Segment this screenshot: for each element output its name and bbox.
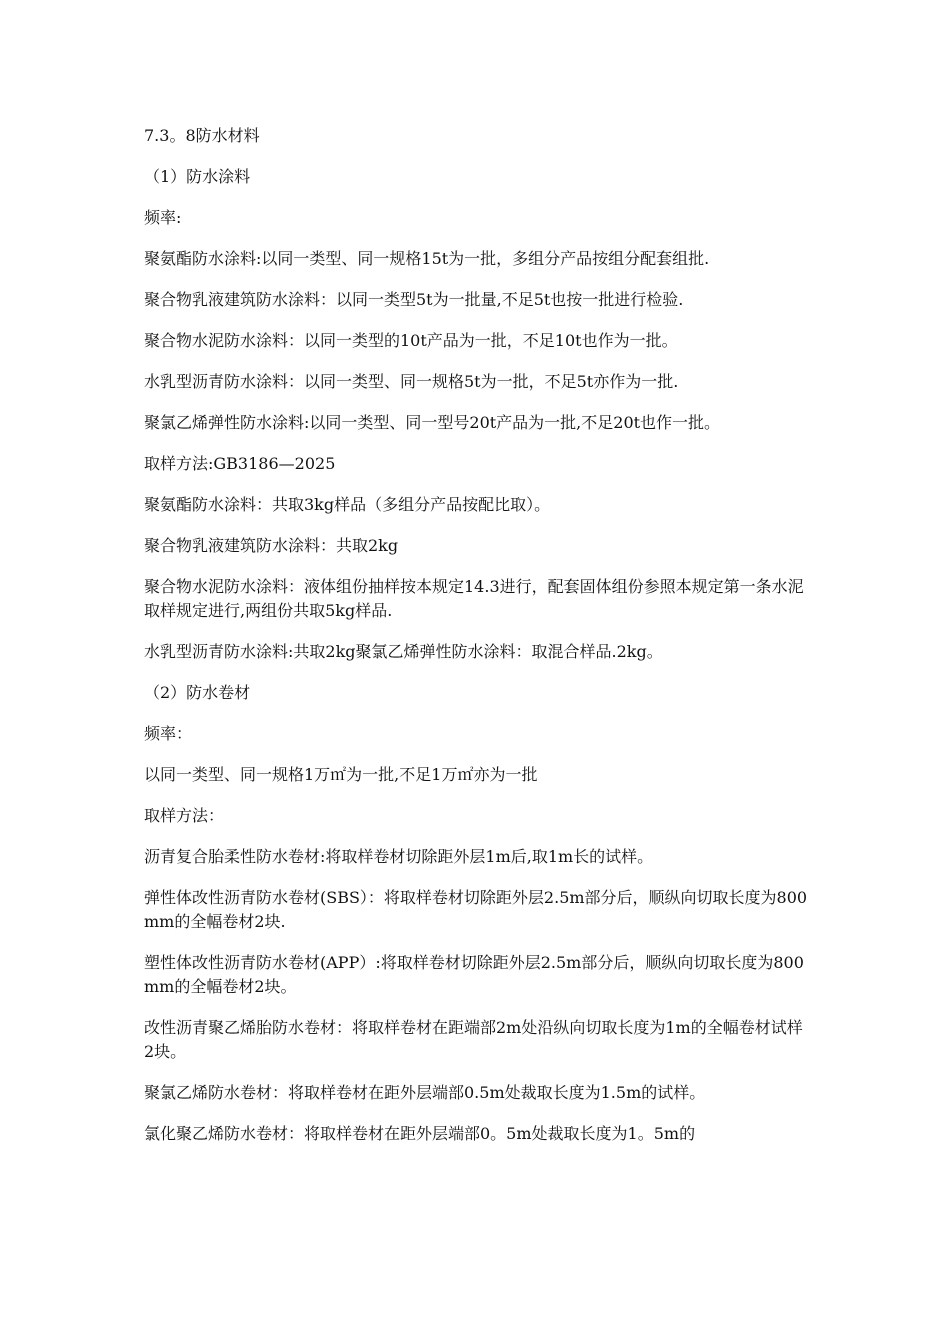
paragraph: 聚氯乙烯弹性防水涂料:以同一类型、同一型号20t产品为一批,不足20t也作一批。 [144, 413, 721, 432]
subsection-heading: （2）防水卷材 [144, 683, 251, 702]
paragraph: 聚合物水泥防水涂料：液体组份抽样按本规定14.3进行，配套固体组份参照本规定第一条水泥取样规定进行,两组份共取5kg样品. [144, 577, 804, 620]
paragraph: 聚氨酯防水涂料：共取3kg样品（多组分产品按配比取）。 [144, 495, 551, 514]
paragraph: 氯化聚乙烯防水卷材：将取样卷材在距外层端部0。5m处裁取长度为1。5m的 [144, 1124, 696, 1143]
paragraph: 沥青复合胎柔性防水卷材:将取样卷材切除距外层1m后,取1m长的试样。 [144, 847, 654, 866]
paragraph: 频率: [144, 208, 182, 227]
section-heading: 7.3。8防水材料 [144, 126, 260, 145]
subsection-heading: （1）防水涂料 [144, 167, 251, 186]
paragraph: 弹性体改性沥青防水卷材(SBS）：将取样卷材切除距外层2.5m部分后，顺纵向切取长度为800mm的全幅卷材2块. [144, 888, 808, 931]
paragraph: 以同一类型、同一规格1万㎡为一批,不足1万㎡亦为一批 [144, 765, 538, 784]
document-body [144, 124, 812, 1163]
paragraph: 聚氨酯防水涂料:以同一类型、同一规格15t为一批，多组分产品按组分配套组批. [144, 249, 710, 268]
paragraph: 塑性体改性沥青防水卷材(APP）:将取样卷材切除距外层2.5m部分后，顺纵向切取长度为800mm的全幅卷材2块。 [144, 953, 804, 996]
paragraph: 聚氯乙烯防水卷材：将取样卷材在距外层端部0.5m处裁取长度为1.5m的试样。 [144, 1083, 706, 1102]
paragraph: 取样方法： [144, 806, 225, 825]
paragraph: 改性沥青聚乙烯胎防水卷材：将取样卷材在距端部2m处沿纵向切取长度为1m的全幅卷材试样2块。 [144, 1018, 803, 1061]
paragraph: 水乳型沥青防水涂料：以同一类型、同一规格5t为一批，不足5t亦作为一批. [144, 372, 679, 391]
paragraph: 水乳型沥青防水涂料:共取2kg聚氯乙烯弹性防水涂料：取混合样品.2kg。 [144, 642, 663, 661]
paragraph: 取样方法:GB3186—2025 [144, 454, 336, 473]
paragraph: 聚合物乳液建筑防水涂料：共取2kg [144, 536, 399, 555]
paragraph: 频率： [144, 724, 193, 743]
paragraph: 聚合物乳液建筑防水涂料：以同一类型5t为一批量,不足5t也按一批进行检验. [144, 290, 684, 309]
paragraph: 聚合物水泥防水涂料：以同一类型的10t产品为一批，不足10t也作为一批。 [144, 331, 678, 350]
